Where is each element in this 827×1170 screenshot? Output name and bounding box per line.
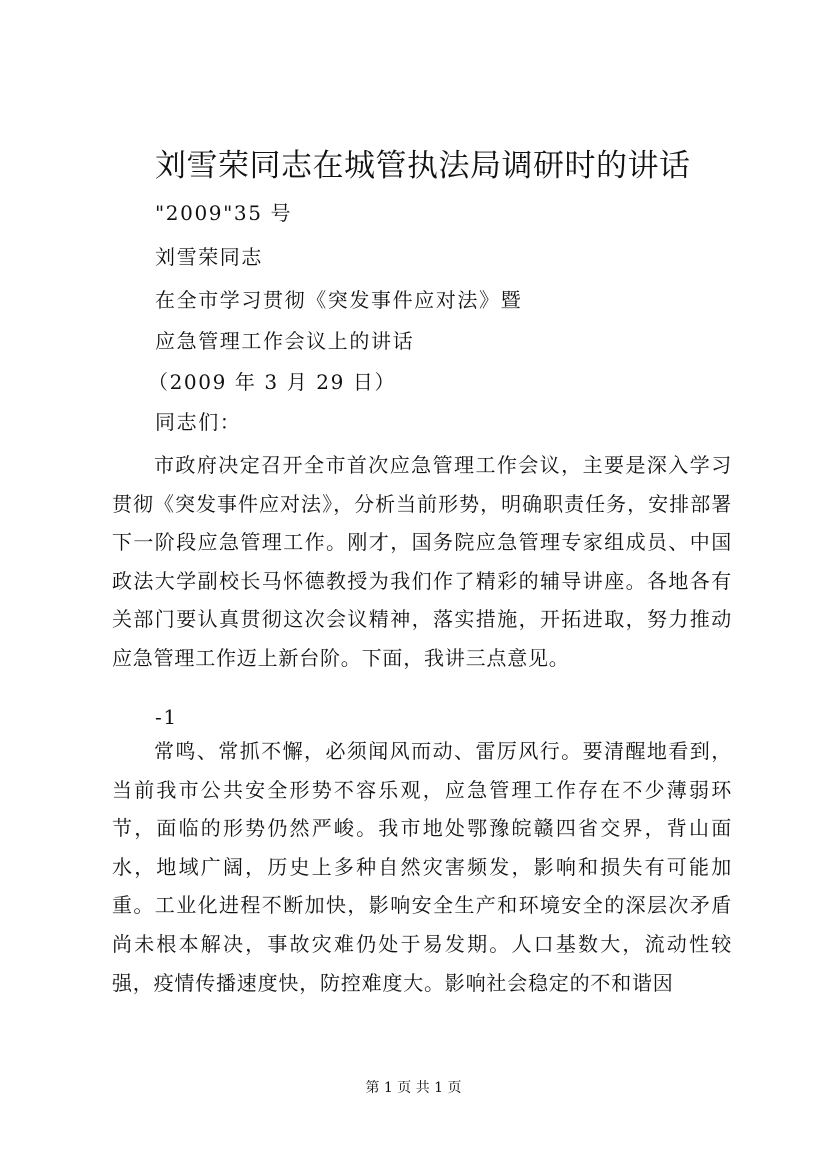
occasion-line-2: 应急管理工作会议上的讲话 xyxy=(155,329,415,353)
speaker-name: 刘雪荣同志 xyxy=(155,245,263,269)
paragraph-2: 常鸣、常抓不懈，必须闻风而动、雷厉风行。要清醒地看到，当前我市公共安全形势不容乐观，应急管理工作存在不少薄弱环节，面临的形势仍然严峻。我市地处鄂豫皖赣四省交界，背山面水，地域广阔，历史上多种自然灾害频发，影响和损失有可能加重。工业化进程不断加快，影响安全生产和环境安全的深层次矛盾尚未根本解决，事故灾难仍处于易发期。人口基数大，流动性较强，疫情传播速度快，防控难度大。影响社会稳定的不和谐因 xyxy=(112,739,732,995)
page-footer: 第 1 页 共 1 页 xyxy=(365,1080,462,1096)
document-title: 刘雪荣同志在城管执法局调研时的讲话 xyxy=(155,148,691,184)
salutation: 同志们： xyxy=(155,410,242,434)
document-number: "2009"35 号 xyxy=(155,201,293,225)
section-marker: -1 xyxy=(155,705,178,729)
paragraph-1: 市政府决定召开全市首次应急管理工作会议，主要是深入学习贯彻《突发事件应对法》，分析当前形势，明确职责任务，安排部署下一阶段应急管理工作。刚才，国务院应急管理专家组成员、中国政法大学副校长马怀德教授为我们作了精彩的辅导讲座。各地各有关部门要认真贯彻这次会议精神，落实措施，开拓进取，努力推动应急管理工作迈上新台阶。下面，我讲三点意见。 xyxy=(112,453,732,670)
speech-date: （2009 年 3 月 29 日） xyxy=(148,370,397,394)
occasion-line-1: 在全市学习贯彻《突发事件应对法》暨 xyxy=(155,288,523,312)
